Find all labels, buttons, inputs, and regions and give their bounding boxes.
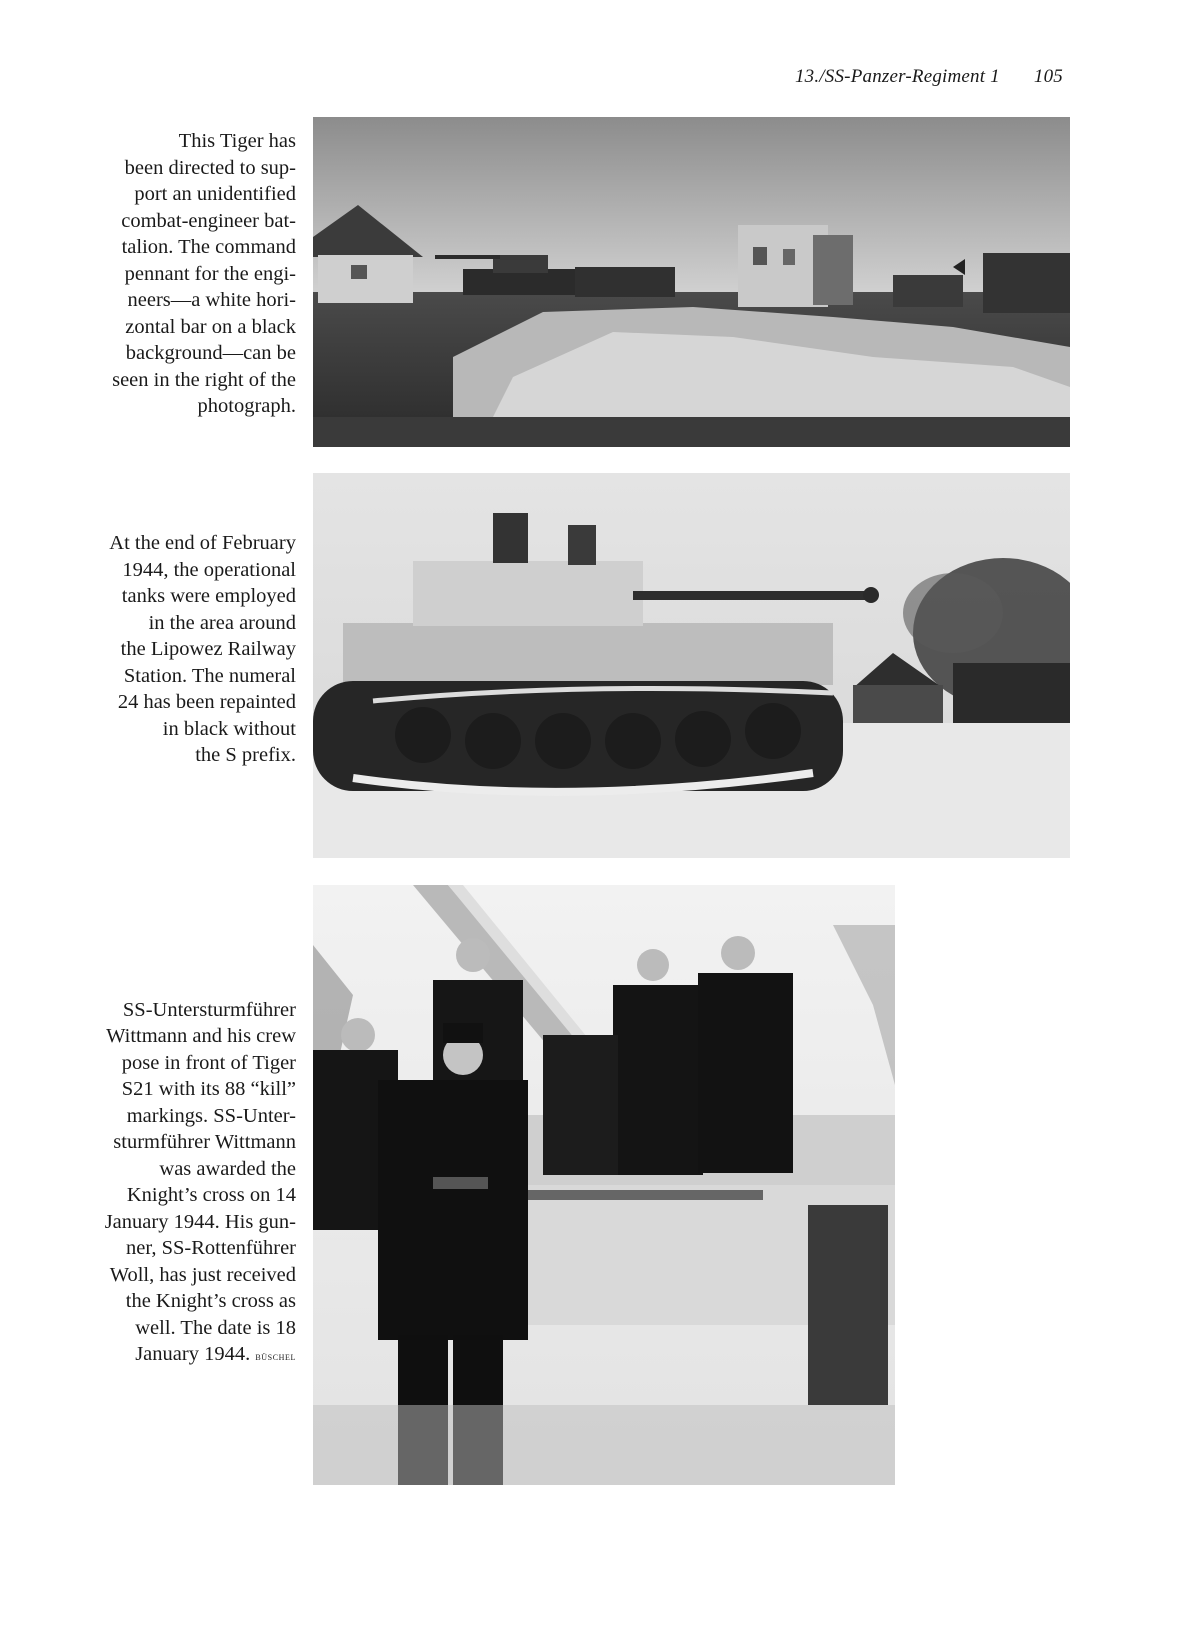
photo-tiger-village (313, 117, 1070, 447)
running-head (795, 66, 1063, 88)
caption-1: This Tiger has been directed to sup- port an unidentified combat-engineer bat- talion. The command pennant for the engi- neers—a white hori- zontal bar on a black background—can be seen in the right of the photograph. (112, 130, 296, 417)
page-number: 105 (1033, 66, 1063, 87)
photo-credit: büschel (255, 1349, 296, 1363)
caption-3-text: SS-Untersturmführer Wittmann and his crew pose in front of Tiger S21 with its 88 “kill” markings. SS-Unter- sturmführer Wittmann was awarded the Knight’s cross on 14 January 1944. His gun- ner, SS-Rottenführer Woll, has just received the Knight’s cross as well. The date is 18 January 1944. (104, 998, 296, 1365)
photo-tiger-snow (313, 473, 1070, 858)
caption-3 (60, 970, 296, 1370)
chapter-title: 13./SS-Panzer-Regiment 1 (794, 66, 1000, 87)
caption-2: At the end of February 1944, the operational tanks were employed in the area around the Lipowez Railway Station. The numeral 24 has been repainted in black without the S prefix. (109, 532, 296, 766)
photo-crew-tiger (313, 885, 895, 1485)
